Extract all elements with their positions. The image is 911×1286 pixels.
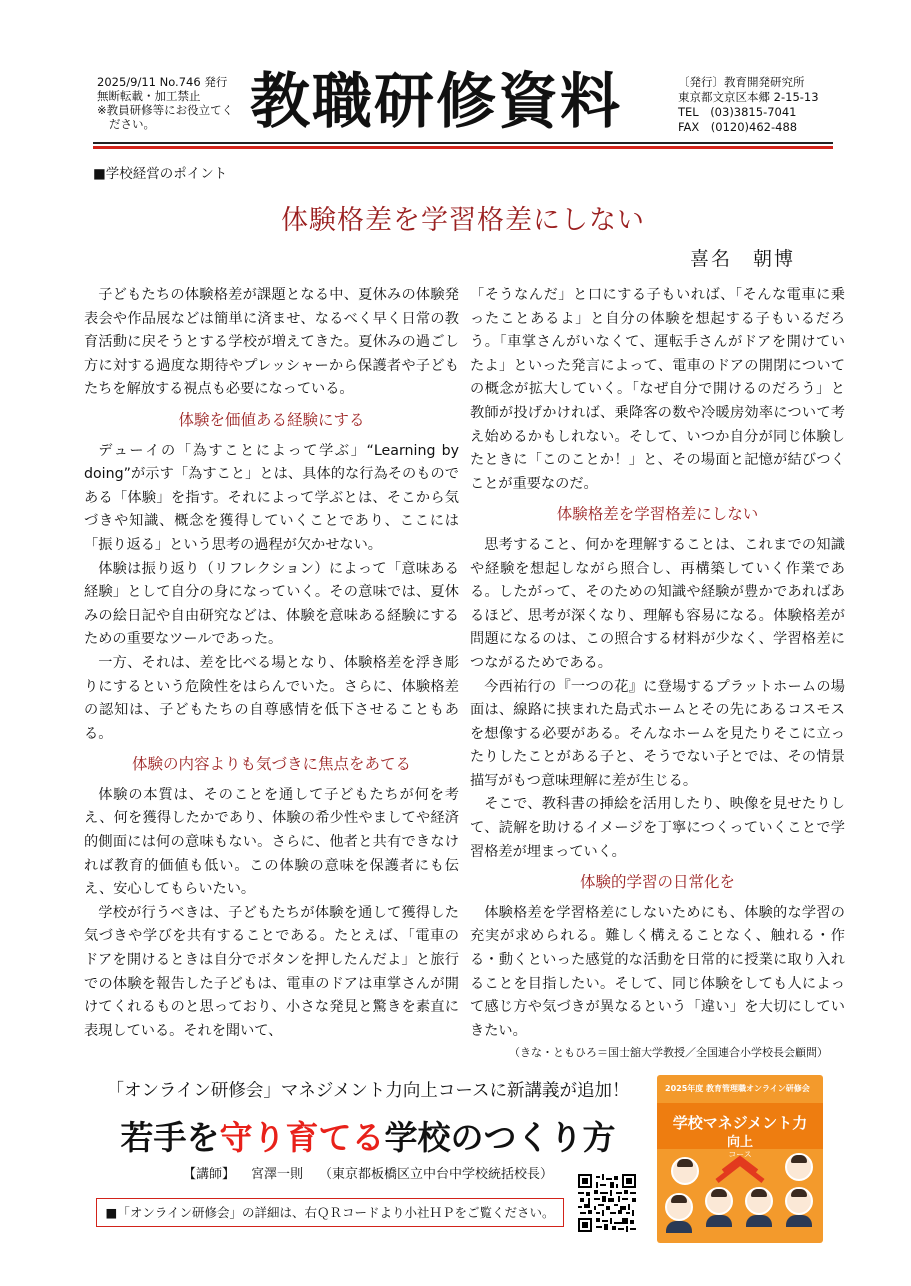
qr-code-icon[interactable] <box>578 1174 636 1232</box>
author-credit: （きな・ともひろ＝国士舘大学教授／全国連合小学校長会顧問） <box>509 1046 828 1059</box>
lecturer-photo-icon <box>671 1157 699 1185</box>
publisher-info <box>678 75 838 135</box>
promo-subtitle: 向上 <box>726 1135 753 1150</box>
publisher-tel: TEL (03)3815-7041 <box>678 105 797 119</box>
header-divider <box>93 142 833 144</box>
lecturer-photo-icon <box>785 1153 813 1181</box>
article-column-left <box>84 284 459 1043</box>
article-author: 喜名 朝博 <box>690 248 796 270</box>
chevron-up-icon <box>713 1155 767 1183</box>
issue-line: 2025/9/11 No.746 発行 <box>97 75 228 89</box>
header-accent-divider <box>93 146 833 149</box>
lecturer-photo-icon <box>745 1187 773 1215</box>
article-column-right <box>470 284 845 1043</box>
paragraph: そこで、教科書の挿絵を活用したり、映像を見せたりして、読解を助けるイメージを丁寧につくっていくことで学習格差が埋まっていく。 <box>470 796 845 860</box>
subheading: 体験を価値ある経験にする <box>178 410 365 429</box>
paragraph: デューイの「為すことによって学ぶ」“Learning by doing”が示す「為すこと」とは、具体的な行為そのものである「体験」を指す。それによって学ぶとは、そこから気づきや知識、概念を獲得していくことであり、ここには「振り返る」という思考の過程が欠かせない。 <box>84 442 459 553</box>
paragraph: 学校が行うべきは、子どもたちが体験を通して獲得した気づきや学びを共有することである。たとえば、「電車のドアを開けるときは自分でボタンを押したんだよ」と旅行での体験を報告した子どもは、電車のドアは車掌さんが開けてくれるものと思っており、小さな発見と驚きを素直に表現している。それを聞いて、 <box>84 904 459 1039</box>
ad-headline-highlight: 守り育てる <box>219 1118 385 1157</box>
ad-headline-part: 学校のつくり方 <box>384 1118 616 1157</box>
promo-year-label: 2025年度 教育管理職オンライン研修会 <box>665 1084 810 1093</box>
promo-title: 学校マネジメント力 <box>672 1114 808 1132</box>
paragraph: 思考すること、何かを理解することは、これまでの知識や経験を想起しながら照合し、再構築していく作業である。したがって、そのための知識や経験が豊かであればあるほど、思考が深くなり、理解も容易になる。体験格差が問題になるのは、この照合する材料が少なく、学習格差につながるためである。 <box>470 536 845 671</box>
course-promo-image[interactable] <box>657 1075 823 1243</box>
paragraph: 「そうなんだ」と口にする子もいれば、「そんな電車に乗ったことあるよ」と自分の体験を想起する子もいるだろう。「車掌さんがいなくて、運転手さんがドアを開けていたよ」といった発言によって、電車のドアの開閉についての概念が拡大していく。「なぜ自分で開けるのだろう」と教師が投げかければ、乗降客の数や冷暖房効率について考え始めるかもしれない。そして、いつか自分が同じ体験したときに「このことか！」と、その場面と記憶が結びつくことが重要なのだ。 <box>470 287 845 492</box>
notice-training-use: ※教員研修等にお役立てく <box>97 103 234 117</box>
ad-lecturer <box>93 1163 643 1182</box>
ad-headline-part: 若手を <box>120 1118 220 1157</box>
notice-no-reprint: 無断転載・加工禁止 <box>97 89 201 103</box>
publisher-address: 東京都文京区本郷 2-15-13 <box>678 90 819 104</box>
lecturer-affiliation: （東京都板橋区立中台中学校統括校長） <box>319 1167 554 1182</box>
article-title: 体験格差を学習格差にしない <box>281 205 645 236</box>
publisher-name: 〔発行〕教育開発研究所 <box>678 75 805 89</box>
paragraph: 一方、それは、差を比べる場となり、体験格差を浮き彫りにするという危険性をはらんでいた。さらに、体験格差の認知は、子どもたちの自尊感情を低下させることもある。 <box>84 654 459 742</box>
notice-training-use-cont: ださい。 <box>109 117 155 131</box>
ad-announcement: 「オンライン研修会」マネジメント力向上コースに新講義が追加！ <box>106 1081 630 1101</box>
lecturer-photo-icon <box>665 1193 693 1221</box>
masthead: 教職研修資料 <box>250 67 622 137</box>
lecturer-label: 【講師】 <box>182 1167 235 1182</box>
lecturer-photo-icon <box>705 1187 733 1215</box>
header-meta <box>97 75 247 131</box>
paragraph: 体験格差を学習格差にしないためにも、体験的な学習の充実が求められる。難しく構えることなく、触れる・作る・動くといった感覚的な活動を日常的に授業に取り入れることを目指したい。そして、同じ体験をしても人によって感じ方や気づきが異なるという「違い」を大切にしていきたい。 <box>470 904 845 1039</box>
lecturer-name: 宮澤一則 <box>250 1167 303 1182</box>
subheading: 体験的学習の日常化を <box>579 873 735 892</box>
paragraph: 体験の本質は、そのことを通して子どもたちが何を考え、何を獲得したかであり、体験の希少性やましてや経済的側面には何の意味もない。さらに、他者と共有できなければ教育的価値も低い。この体験の意味を保護者にも伝え、安心してもらいたい。 <box>84 786 459 898</box>
paragraph: 子どもたちの体験格差が課題となる中、夏休みの体験発表会や作品展などは簡単に済ませ、なるべく早く日常の教育活動に戻そうとする学校が増えてきた。夏休みの過ごし方に対する過度な期待やプレッシャーから保護者や子どもたちを解放する視点も必要になっている。 <box>84 287 459 398</box>
subheading: 体験の内容よりも気づきに焦点をあてる <box>131 755 411 774</box>
lecturer-photo-icon <box>785 1187 813 1215</box>
paragraph: 体験は振り返り（リフレクション）によって「意味ある経験」として自分の身になっていく。その意味では、夏休みの絵日記や自由研究などは、体験を意味ある経験にするための重要なツールであった。 <box>84 560 459 648</box>
subheading: 体験格差を学習格差にしない <box>556 505 759 524</box>
ad-headline <box>93 1112 643 1159</box>
paragraph: 今西祐行の『一つの花』に登場するプラットホームの場面は、線路に挟まれた島式ホームとその先にあるコスモスを想像する必要がある。そんなホームを見たりそこに立ったりしたことがある子と、そうでない子とでは、その情景描写がもつ意味理解に差が生じる。 <box>470 678 845 789</box>
section-label: ■学校経営のポイント <box>93 166 228 182</box>
ad-note: ■「オンライン研修会」の詳細は、右ＱＲコードより小社ＨＰをご覧ください。 <box>96 1198 564 1227</box>
publisher-fax: FAX (0120)462-488 <box>678 120 798 134</box>
promo-course-label: コース <box>728 1150 752 1159</box>
